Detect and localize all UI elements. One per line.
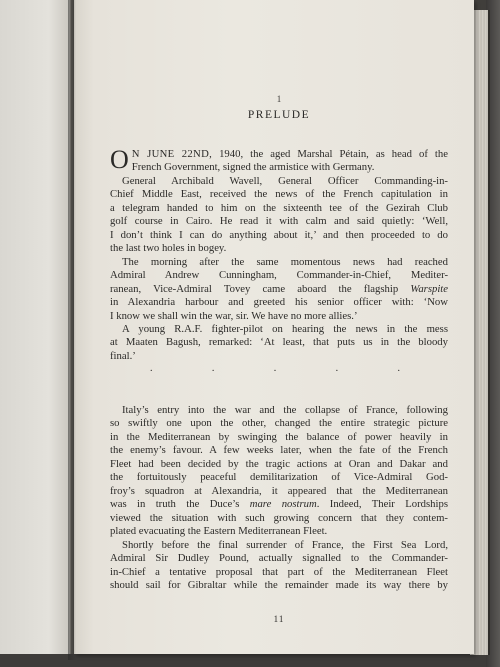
section-break [150,363,400,374]
text-line: Admiral Andrew Cunningham, Commander-in-Chief, Mediter- [110,269,448,282]
left-page [0,0,71,660]
paragraph-raf-pilot [110,323,448,363]
separator-dot: . [211,363,215,374]
paragraph-first-sea-lord [110,539,448,593]
page-number: 11 [273,614,285,624]
text-line: the enemy’s favour. A few weeks later, when the fate of the French [110,444,448,457]
text-line: froy’s squadron at Alexandria, it appeared that the Mediterranean [110,484,448,497]
chapter-number: 1 [276,94,282,104]
text-line [110,283,448,296]
text-fragment: 1940, the aged Marshal Pétain, as head of the [212,148,448,160]
text-fragment: ranean, Vice-Admiral Tovey came aboard the flagship [110,282,399,295]
paragraph-opening [110,145,448,175]
drop-cap: O [110,145,129,174]
text-line: French Government, signed the armistice with Germany. [131,161,375,174]
text-line [110,148,448,161]
text-line: Chief Middle East, received the news of the French capitulation in [110,188,448,201]
text-line: Shortly before the final surrender of France, the First Sea Lord, [122,539,448,551]
chapter-title: PRELUDE [247,109,311,121]
text-line: plated evacuating the Eastern Mediterranean Fleet. [110,524,328,537]
text-fragment: was in truth the Duce’s [110,498,250,511]
text-line: should sail for Gibraltar while the remainder made its way there by [110,579,448,592]
separator-dot: . [397,363,400,374]
text-line: I don’t think I can do anything about it,’ and then proceeded to do [110,228,448,241]
text-line: in-Chief a tentative proposal that part of the Mediterranean Fleet [110,565,448,578]
text-line: A young R.A.F. fighter-pilot on hearing the news in the mess [122,323,448,335]
text-line [110,498,448,511]
smallcaps-date: N JUNE 22ND, [131,148,213,160]
text-line: Admiral Sir Dudley Pound, actually signalled to the Commander- [110,552,448,565]
separator-dot: . [273,363,277,374]
text-line: a telegram handed to him on the sixteenth tee of the Gezirah Club [110,201,448,214]
text-line: in the Mediterranean by swinging the balance of power heavily in [110,430,448,443]
paragraph-wavell [110,175,448,256]
text-line: the last two holes in bogey. [110,242,227,255]
text-fragment: . Indeed, Their Lordships [316,498,448,511]
text-line: The morning after the same momentous news had reached [122,256,448,268]
separator-dot: . [150,363,153,374]
text-line: final.’ [110,349,136,362]
text-line: General Archibald Wavell, General Officer Commanding-in- [122,175,448,187]
paragraph-cunningham [110,256,448,323]
text-line: viewed the situation with such growing concern that they contem- [110,511,448,524]
separator-dot: . [335,363,339,374]
paragraph-italy-entry [110,404,448,538]
spine-shadow [68,0,76,660]
text-line: at Maaten Bagush, remarked: ‘At least, that puts us in the bloody [110,336,448,349]
text-line: so swiftly one upon the other, changed the entire strategic picture [110,417,448,430]
italic-phrase: mare nostrum [249,498,317,511]
text-line: Italy’s entry into the war and the collapse of France, following [122,404,448,416]
text-line: Fleet had been decided by the tragic actions at Oran and Dakar and [110,457,448,470]
text-line: the fortuitously peaceful demilitarization of Vice-Admiral God- [110,471,448,484]
text-line: I know we shall win the war, sir. We have no more allies.’ [110,309,358,322]
text-line: in Alexandria harbour and greeted his senior officer with: ‘Now [110,296,448,309]
text-line: golf course in Cairo. He read it with calm and said quietly: ‘Well, [110,215,448,228]
ship-name: Warspite [410,282,449,295]
